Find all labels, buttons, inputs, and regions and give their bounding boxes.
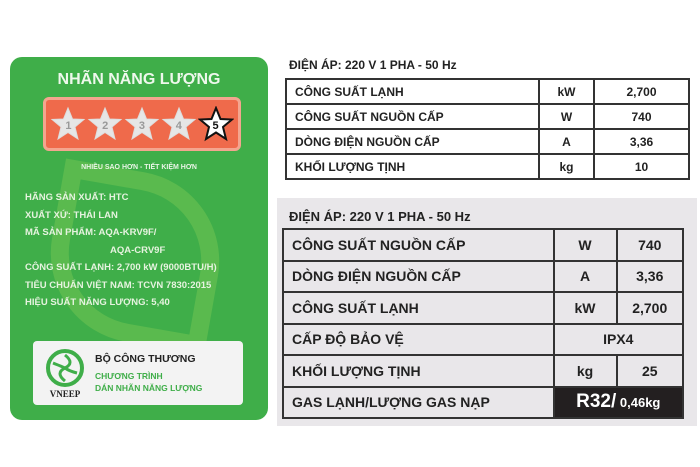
star-5-icon <box>198 106 234 142</box>
spec-value: 10 <box>594 154 689 179</box>
spec-unit: A <box>539 129 594 154</box>
spec-value: 740 <box>617 229 684 261</box>
efficiency: HIỆU SUẤT NĂNG LƯỢNG: 5,40 <box>25 297 170 308</box>
star-1-icon <box>50 106 86 142</box>
model-code: MÃ SẢN PHẨM: AQA-KRV9F/ <box>25 227 157 238</box>
star-number: 5 <box>212 120 219 132</box>
spec-label: CÔNG SUẤT NGUỒN CẤP <box>283 229 554 261</box>
star-2-icon <box>87 106 123 142</box>
spec-unit: W <box>539 104 594 129</box>
spec-value: 3,36 <box>594 129 689 154</box>
spec-unit: kW <box>539 79 594 104</box>
spec-label: CÔNG SUẤT LẠNH <box>283 292 554 324</box>
spec-row <box>283 229 683 261</box>
spec-row <box>286 79 689 104</box>
gas-label: GAS LẠNH/LƯỢNG GAS NẠP <box>283 387 554 419</box>
star-number: 2 <box>102 120 109 132</box>
spec-label: CÔNG SUẤT NGUỒN CẤP <box>286 104 539 129</box>
standard: TIÊU CHUẨN VIỆT NAM: TCVN 7830:2015 <box>25 279 212 291</box>
spec-table-bottom <box>282 228 684 419</box>
spec-row <box>283 292 683 324</box>
program-line-1: CHƯƠNG TRÌNH <box>95 371 163 381</box>
spec-label: DÒNG ĐIỆN NGUỒN CẤP <box>283 261 554 293</box>
star-number: 4 <box>175 120 182 132</box>
star-4-icon <box>161 106 197 142</box>
spec-label: KHỐI LƯỢNG TỊNH <box>283 355 554 387</box>
origin: XUẤT XỨ: THÁI LAN <box>25 209 118 221</box>
vneep-logo-icon <box>41 347 89 399</box>
star-number: 1 <box>65 120 72 132</box>
spec-panel-top <box>277 50 693 182</box>
spec-unit: kg <box>539 154 594 179</box>
spec-unit: W <box>554 229 617 261</box>
voltage-title: ĐIỆN ÁP: 220 V 1 PHA - 50 Hz <box>289 58 457 72</box>
energy-label-title: NHÃN NĂNG LƯỢNG <box>57 71 221 88</box>
gas-row <box>283 387 683 419</box>
star-number: 3 <box>138 120 146 132</box>
tagline: NHIỀU SAO HƠN - TIẾT KIỆM HƠN <box>81 164 197 171</box>
program-name <box>95 370 202 394</box>
spec-row <box>283 261 683 293</box>
gas-value <box>554 387 684 419</box>
spec-row <box>286 154 689 179</box>
spec-row <box>286 129 689 154</box>
star-rating <box>43 97 241 151</box>
model-code-2: AQA-CRV9F <box>110 244 166 256</box>
program-line-2: DÁN NHÃN NĂNG LƯỢNG <box>95 383 203 393</box>
spec-table-top <box>285 78 690 180</box>
voltage-title: ĐIỆN ÁP: 220 V 1 PHA - 50 Hz <box>289 209 471 224</box>
spec-value: 25 <box>617 355 684 387</box>
ministry-box <box>33 341 243 405</box>
spec-value: 3,36 <box>617 261 684 293</box>
spec-row <box>283 324 683 356</box>
energy-label-card <box>10 57 268 420</box>
spec-row <box>283 355 683 387</box>
logo-text: VNEEP <box>49 389 81 399</box>
product-details <box>25 189 217 312</box>
manufacturer: HÃNG SẢN XUẤT: HTC <box>25 192 129 203</box>
spec-label: CÔNG SUẤT LẠNH <box>286 79 539 104</box>
spec-label: DÒNG ĐIỆN NGUỒN CẤP <box>286 129 539 154</box>
star-3-icon <box>124 106 160 142</box>
spec-row <box>286 104 689 129</box>
ministry-name: BỘ CÔNG THƯƠNG <box>95 353 196 365</box>
spec-label: KHỐI LƯỢNG TỊNH <box>286 154 539 179</box>
cooling-capacity: CÔNG SUẤT LẠNH: 2,700 kW (9000BTU/H) <box>25 262 217 273</box>
gas-amount: 0,46kg <box>619 395 661 411</box>
spec-panel-bottom <box>277 198 697 426</box>
spec-value: IPX4 <box>554 324 684 356</box>
gas-type: R32/ <box>576 391 617 413</box>
spec-value: 2,700 <box>617 292 684 324</box>
spec-unit: kW <box>554 292 617 324</box>
spec-value: 740 <box>594 104 689 129</box>
spec-label: CẤP ĐỘ BẢO VỆ <box>283 324 554 356</box>
spec-unit: A <box>554 261 617 293</box>
spec-unit: kg <box>554 355 617 387</box>
spec-value: 2,700 <box>594 79 689 104</box>
